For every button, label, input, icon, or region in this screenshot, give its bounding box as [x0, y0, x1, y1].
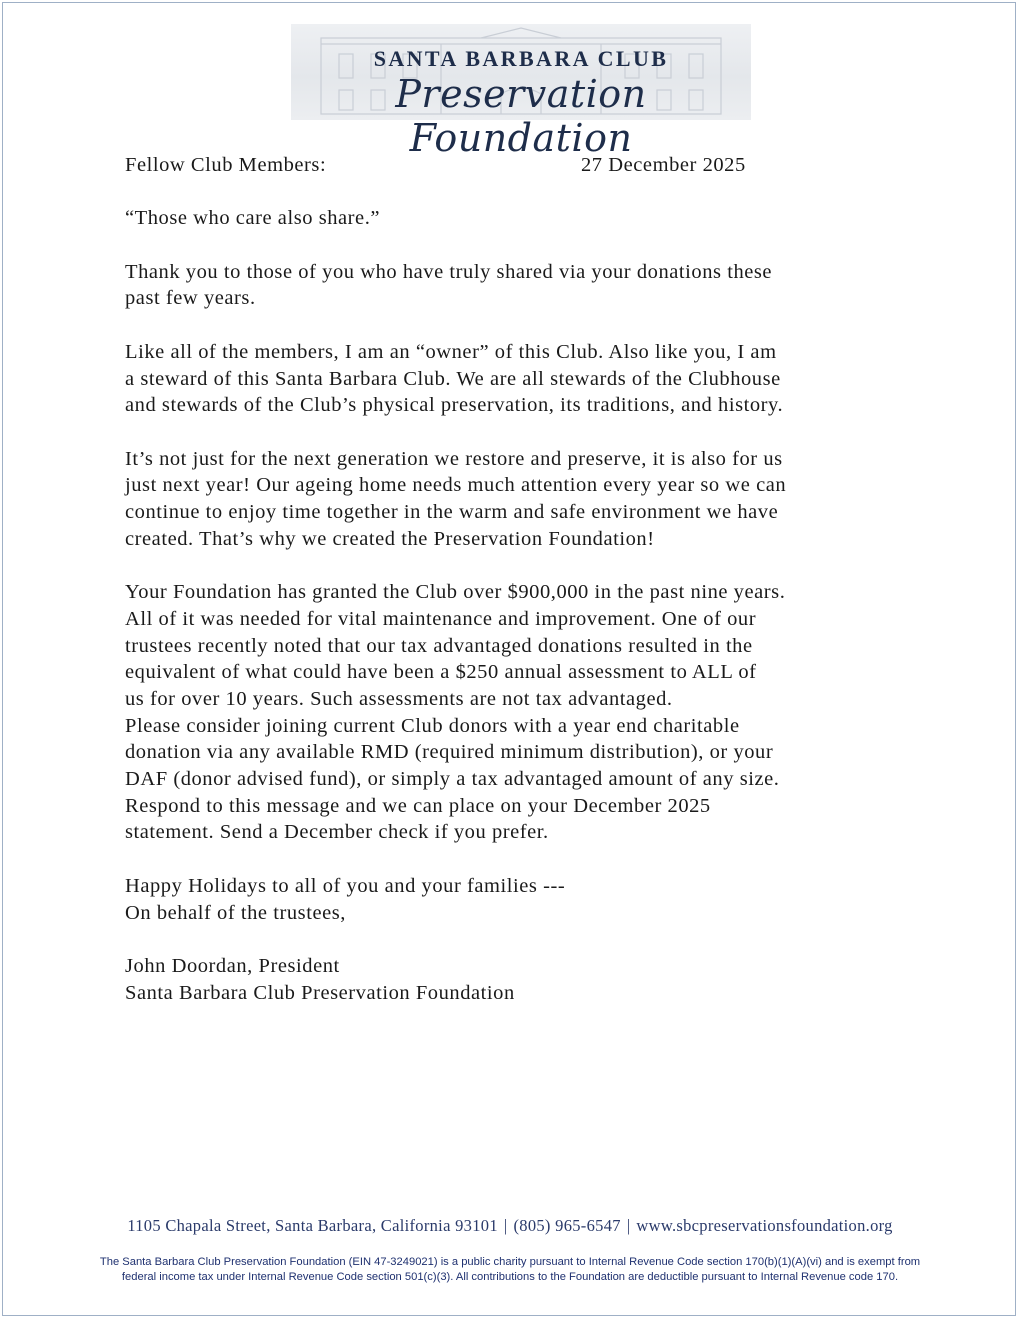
signature-block: [125, 953, 925, 1006]
text-line: On behalf of the trustees,: [125, 901, 346, 924]
text-line: equivalent of what could have been a $250 annual assessment to ALL of: [125, 661, 757, 684]
letter-body: [125, 152, 925, 1033]
dateline: [125, 152, 925, 179]
footer-phone: (805) 965-6547: [513, 1216, 621, 1235]
letterhead-club-name: SANTA BARBARA CLUB: [373, 46, 669, 71]
text-line: All of it was needed for vital maintenance and improvement. One of our: [125, 607, 757, 630]
letter-date: 27 December 2025: [581, 154, 746, 176]
letterhead-logo: [291, 24, 751, 160]
footer-legal-notice: [40, 1255, 980, 1285]
salutation: Fellow Club Members:: [125, 154, 327, 176]
text-line: Like all of the members, I am an “owner” of this Club. Also like you, I am: [125, 340, 777, 363]
text-line: continue to enjoy time together in the warm and safe environment we have: [125, 501, 779, 524]
separator: |: [503, 1216, 508, 1235]
legal-line: The Santa Barbara Club Preservation Foundation (EIN 47-3249021) is a public charity pursuant to Internal Revenue Code section 170(b)(1)(A)(vi) and is exempt from: [99, 1256, 921, 1268]
legal-line: federal income tax under Internal Revenue Code section 501(c)(3). All contributions to the Foundation are deductible pursuant to Internal Revenue code 170.: [121, 1271, 899, 1283]
text-line: and stewards of the Club’s physical preservation, its traditions, and history.: [125, 394, 784, 417]
text-line: trustees recently noted that our tax advantaged donations resulted in the: [125, 634, 753, 657]
text-line: Thank you to those of you who have truly shared via your donations these: [125, 260, 773, 283]
separator: |: [626, 1216, 631, 1235]
paragraph-donations: [125, 579, 925, 846]
text-line: just next year! Our ageing home needs much attention every year so we can: [125, 474, 787, 497]
text-line: past few years.: [125, 287, 256, 310]
paragraph-preservation: [125, 446, 925, 553]
text-line: Your Foundation has granted the Club over $900,000 in the past nine years.: [125, 581, 786, 604]
text-line: statement. Send a December check if you prefer.: [125, 821, 549, 844]
closing: [125, 873, 925, 926]
signer-name: John Doordan, President: [125, 954, 340, 977]
text-line: “Those who care also share.”: [125, 207, 381, 230]
letterhead-foundation-name: Preservation Foundation: [395, 72, 647, 160]
paragraph-thanks: [125, 259, 925, 312]
text-line: donation via any available RMD (required minimum distribution), or your: [125, 741, 774, 764]
text-line: It’s not just for the next generation we restore and preserve, it is also for us: [125, 447, 783, 470]
signer-organization: Santa Barbara Club Preservation Foundation: [125, 981, 515, 1004]
footer-website-link[interactable]: www.sbcpreservationsfoundation.org: [636, 1216, 893, 1235]
text-line: a steward of this Santa Barbara Club. We are all stewards of the Clubhouse: [125, 367, 781, 390]
footer-contact: [0, 1216, 1020, 1236]
text-line: Respond to this message and we can place on your December 2025: [125, 794, 711, 817]
footer-address-text: 1105 Chapala Street, Santa Barbara, California 93101: [127, 1216, 498, 1235]
text-line: Happy Holidays to all of you and your families ---: [125, 874, 566, 897]
text-line: DAF (donor advised fund), or simply a tax advantaged amount of any size.: [125, 768, 780, 791]
text-line: us for over 10 years. Such assessments are not tax advantaged.: [125, 687, 673, 710]
paragraph-stewardship: [125, 339, 925, 419]
text-line: created. That’s why we created the Preservation Foundation!: [125, 527, 655, 550]
opening-quote: [125, 205, 925, 232]
text-line: Please consider joining current Club donors with a year end charitable: [125, 714, 740, 737]
